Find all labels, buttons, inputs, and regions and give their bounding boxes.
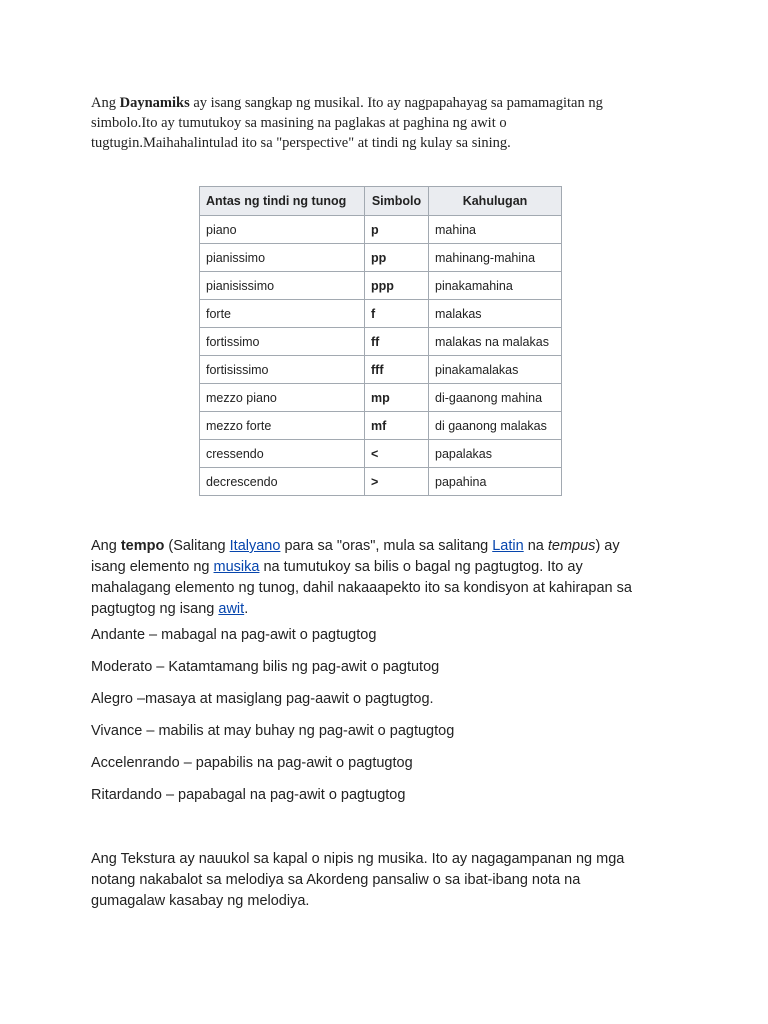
tempus-word: tempus [547, 538, 596, 554]
cell-level: cressendo [200, 440, 365, 468]
texture-paragraph [91, 849, 691, 912]
table-row [200, 328, 562, 356]
cell-level: mezzo forte [200, 412, 365, 440]
table-row [200, 356, 562, 384]
link-italyano[interactable]: Italyano [229, 538, 281, 554]
tempo-text: ) ay [595, 538, 620, 554]
cell-meaning: papalakas [429, 440, 562, 468]
cell-symbol: ppp [365, 272, 429, 300]
tempo-item: Moderato – Katamtamang bilis ng pag-awit o pagtutog [91, 659, 440, 675]
tempo-item: Andante – mabagal na pag-awit o pagtugtog [91, 627, 377, 643]
texture-line2: notang nakabalot sa melodiya sa Akordeng pansaliw o sa ibat-ibang nota na [91, 872, 581, 888]
tempo-item: Alegro –masaya at masiglang pag-aawit o pagtugtog. [91, 691, 434, 707]
cell-level: fortissimo [200, 328, 365, 356]
cell-meaning: pinakamalakas [429, 356, 562, 384]
table-row [200, 300, 562, 328]
table-row [200, 244, 562, 272]
cell-symbol: ff [365, 328, 429, 356]
dynamics-line2: simbolo.Ito ay tumutukoy sa masining na paglakas at paghina ng awit o [91, 115, 507, 131]
tempo-text: mahalagang elemento ng tunog, dahil nakaaapekto ito sa kondisyon at kahirapan sa [91, 580, 632, 596]
dynamics-prefix: Ang [91, 95, 120, 111]
cell-symbol: pp [365, 244, 429, 272]
header-meaning: Kahulugan [429, 187, 562, 216]
table-header-row [200, 187, 562, 216]
cell-symbol: fff [365, 356, 429, 384]
cell-level: pianisissimo [200, 272, 365, 300]
dynamics-table [199, 186, 562, 496]
cell-meaning: pinakamahina [429, 272, 562, 300]
cell-meaning: di gaanong malakas [429, 412, 562, 440]
tempo-item: Accelenrando – papabilis na pag-awit o pagtugtog [91, 755, 413, 771]
dynamics-paragraph [91, 93, 651, 153]
header-level: Antas ng tindi ng tunog [200, 187, 365, 216]
tempo-text: (Salitang [164, 538, 230, 554]
link-latin[interactable]: Latin [492, 538, 524, 554]
table-row [200, 468, 562, 496]
link-awit[interactable]: awit [218, 601, 245, 617]
link-musika[interactable]: musika [213, 559, 260, 575]
cell-level: piano [200, 216, 365, 244]
tempo-text: para sa "oras", mula sa salitang [280, 538, 493, 554]
tempo-item: Vivance – mabilis at may buhay ng pag-awit o pagtugtog [91, 723, 455, 739]
cell-symbol: mf [365, 412, 429, 440]
tempo-text: na tumutukoy sa bilis o bagal ng pagtugtog. Ito ay [259, 559, 583, 575]
tempo-text: pagtugtog ng isang [91, 601, 219, 617]
table-row [200, 412, 562, 440]
cell-level: pianissimo [200, 244, 365, 272]
tempo-text: Ang [91, 538, 121, 554]
cell-meaning: papahina [429, 468, 562, 496]
tempo-text: . [244, 601, 249, 617]
cell-level: decrescendo [200, 468, 365, 496]
tempo-paragraph [91, 536, 691, 620]
cell-level: fortisissimo [200, 356, 365, 384]
dynamics-term: Daynamiks [119, 95, 190, 111]
cell-symbol: > [365, 468, 429, 496]
cell-symbol: < [365, 440, 429, 468]
cell-symbol: f [365, 300, 429, 328]
header-symbol: Simbolo [365, 187, 429, 216]
cell-meaning: malakas na malakas [429, 328, 562, 356]
tempo-term: tempo [120, 538, 165, 554]
texture-line3: gumagalaw kasabay ng melodiya. [91, 893, 310, 909]
table-row [200, 384, 562, 412]
cell-symbol: mp [365, 384, 429, 412]
cell-meaning: malakas [429, 300, 562, 328]
dynamics-line3: tugtugin.Maihahalintulad ito sa "perspective" at tindi ng kulay sa sining. [91, 135, 511, 151]
cell-level: mezzo piano [200, 384, 365, 412]
tempo-text: na [523, 538, 548, 554]
table-row [200, 440, 562, 468]
tempo-item: Ritardando – papabagal na pag-awit o pagtugtog [91, 787, 406, 803]
cell-level: forte [200, 300, 365, 328]
cell-symbol: p [365, 216, 429, 244]
table-row [200, 272, 562, 300]
dynamics-line1: ay isang sangkap ng musikal. Ito ay nagpapahayag sa pamamagitan ng [189, 95, 603, 111]
texture-line1: Ang Tekstura ay nauukol sa kapal o nipis ng musika. Ito ay nagagampanan ng mga [91, 851, 625, 867]
table-row [200, 216, 562, 244]
tempo-text: isang elemento ng [91, 559, 214, 575]
cell-meaning: mahina [429, 216, 562, 244]
cell-meaning: di-gaanong mahina [429, 384, 562, 412]
cell-meaning: mahinang-mahina [429, 244, 562, 272]
